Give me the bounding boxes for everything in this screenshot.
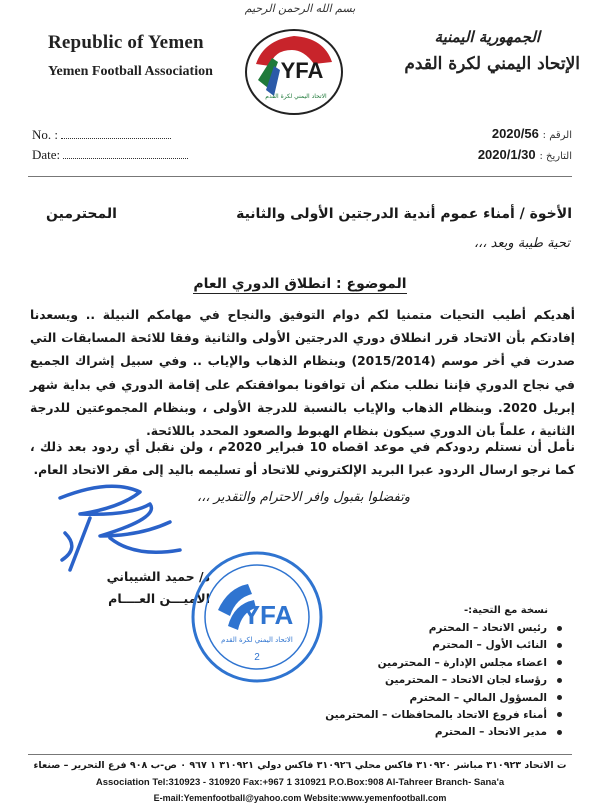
subject-line (150, 276, 450, 292)
signatory-name: د/ حميد الشيباني (106, 569, 210, 584)
logo-text: YFA (280, 58, 324, 83)
greeting: تحية طيبة وبعد ،،، (473, 236, 570, 251)
stamp-number: 2 (254, 652, 260, 663)
bullet-icon (557, 643, 562, 648)
date-label: Date: (32, 147, 61, 162)
body-paragraph-1: أهديكم أطيب التحيات متمنيا لكم دوام التوفيق والنجاح في مهامكم النبيلة .. ويسعدنا إفادتكم بأن الاتحاد قرر انطلاق دوري الدرجتين الأولى والثانية وفقا للائحة المسابقات التي صدرت في أخر موسم (2015/2014) وبنظام الذهاب والإياب .. وفي سبيل إشراك الجميع في نجاح الدوري فإننا نطلب منكم أن توافونا بموافقتكم على إقامة الدوري في بداية شهر إبريل 2020. وبنظام الذهاب والإياب بالنسبة للدرجة الأولى ، وبنظام المجموعتين للدرجة الثانية ، علماً بان الدوري سيكون بنظام الهبوط والصعود المحدد باللائحة. (30, 308, 575, 439)
english-association-name: Yemen Football Association (48, 64, 213, 79)
number-blank (61, 138, 171, 139)
logo-caption: الاتحاد اليمني لكرة القدم (265, 93, 327, 100)
addressee: الأخوة / أمناء عموم أندية الدرجتين الأولى والثانية (236, 206, 572, 222)
number-label: No. : (32, 127, 58, 142)
arabic-number-field (486, 126, 572, 141)
cc-list-item (322, 724, 562, 741)
cc-title: نسخة مع التحية:- (464, 605, 548, 616)
date-blank (63, 158, 188, 159)
arabic-number-label: الرقم : (542, 130, 572, 141)
cc-list-item (322, 620, 562, 637)
cc-recipient: رؤساء لجان الاتحاد – المحترمين (385, 674, 547, 687)
cc-list-item (322, 637, 562, 654)
subject-text: الموضوع : انطلاق الدوري العام (193, 276, 407, 292)
footer-email: E-mail:Yemenfootball@yahoo.com Website:www.yemenfootball.com (153, 793, 447, 803)
english-letterhead (48, 32, 213, 80)
official-stamp (188, 548, 326, 686)
cc-recipient: أمناء فروع الاتحاد بالمحافظات – المحترمين (325, 708, 547, 721)
handwritten-signature (40, 478, 190, 578)
english-country-name: Republic of Yemen (48, 32, 204, 53)
cc-list (322, 620, 562, 742)
respected-label: المحترمين (46, 206, 117, 222)
arabic-association-name: الإتحاد اليمني لكرة القدم (404, 54, 580, 74)
cc-recipient: رئيس الاتحاد – المحترم (428, 622, 547, 634)
bullet-icon (557, 712, 562, 717)
cc-recipient: مدير الاتحاد – المحترم (434, 726, 547, 739)
yfa-logo (244, 28, 344, 116)
footer-divider (28, 754, 572, 755)
bullet-icon (557, 678, 562, 683)
arabic-date-field (472, 147, 572, 162)
footer-english-contact: Association Tel:310923 - 310920 Fax:+967 1 310921 P.O.Box:908 Al-Tahreer Branch- Sana'a (95, 777, 505, 788)
bullet-icon (557, 695, 562, 700)
cc-list-item (322, 655, 562, 672)
arabic-country-name: الجمهورية اليمنية (434, 28, 540, 46)
cc-list-item (322, 672, 562, 689)
body-paragraph-2: نأمل أن نستلم ردودكم في موعد اقصاه 10 فبراير 2020م ، ولن نقبل أي ردود بعد ذلك ، كما نرجو ارسال الردود عبرا البريد الإلكتروني للاتحاد أو تسليمه باليد إلى مقر الاتحاد العام. (30, 440, 575, 478)
letter-date: 2020/1/30 (477, 147, 536, 162)
cc-recipient: اعضاء مجلس الإدارة – المحترمين (377, 656, 547, 669)
closing-line: وتفضلوا بقبول وافر الاحترام والتقدير ،،، (197, 490, 410, 505)
stamp-logo-text: YFA (242, 600, 294, 630)
bullet-icon (557, 660, 562, 665)
bullet-icon (557, 730, 562, 735)
cc-recipient: النائب الأول – المحترم (432, 639, 547, 652)
arabic-letterhead (404, 28, 580, 74)
cc-recipient: المسؤول المالي – المحترم (409, 691, 547, 704)
footer-arabic-contact: ت الاتحاد ٣١٠٩٢٣ مباشر ٣١٠٩٢٠ فاكس محلي ٣١٠٩٢٦ فاكس دولي ٣١٠٩٢١ ١ ٩٦٧ ٠ ص-ب ٩٠٨ فرع التحرير – صنعاء (33, 760, 567, 771)
letter-number: 2020/56 (491, 126, 539, 141)
basmala: بسم الله الرحمن الرحيم (244, 2, 356, 15)
date-field (32, 147, 188, 163)
arabic-date-label: التاريخ : (539, 151, 572, 162)
number-field (32, 127, 171, 143)
cc-list-item (322, 707, 562, 724)
header-divider (28, 176, 572, 177)
cc-list-item (322, 690, 562, 707)
signatory-title: الأميـــن العــــام (108, 591, 210, 606)
bullet-icon (557, 626, 562, 631)
stamp-caption: الاتحاد اليمني لكرة القدم (221, 636, 293, 644)
